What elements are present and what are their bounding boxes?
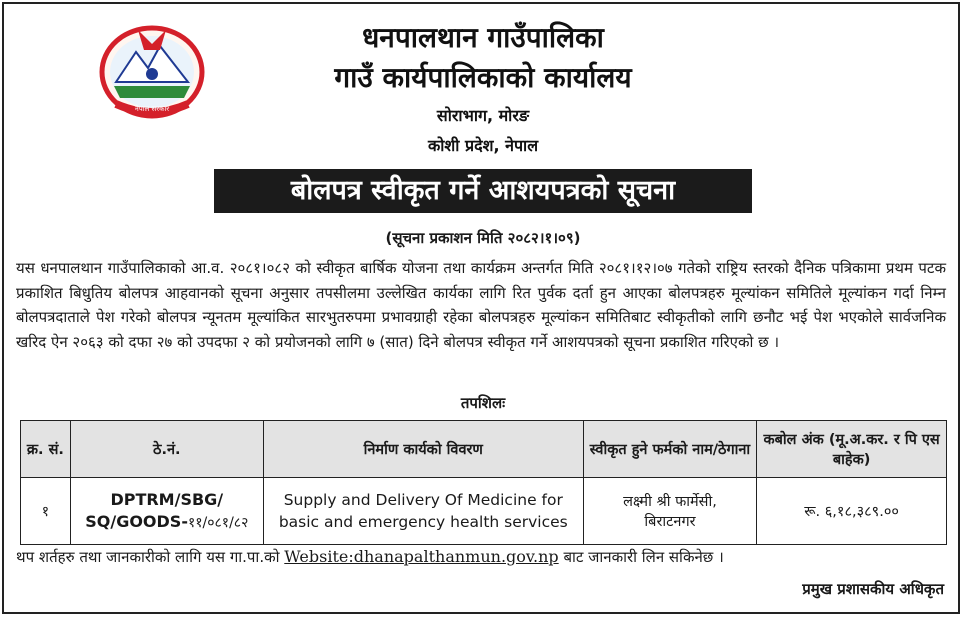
table-row: [21, 478, 947, 545]
notice-title: बोलपत्र स्वीकृत गर्ने आशयपत्रको सूचना: [214, 169, 752, 213]
header-work: निर्माण कार्यको विवरण: [263, 421, 583, 478]
website-link[interactable]: Website:dhanapalthanmun.gov.np: [284, 547, 559, 566]
tender-suffix: ११/०८१/८२: [187, 514, 249, 531]
tender-line-1: DPTRM/SBG/: [110, 489, 224, 509]
firm-name: लक्ष्मी श्री फार्मेसी,: [623, 494, 717, 510]
emblem-ribbon-text: नेपाल सरकार: [134, 105, 170, 113]
footer-text-before: थप शर्तहरु तथा जानकारीको लागि यस गा.पा.को: [16, 548, 280, 566]
header-bid: कबोल अंक (मू.अ.कर. र पि एस बाहेक): [757, 421, 947, 478]
province-country: कोशी प्रदेश, नेपाल: [427, 136, 539, 155]
signatory-title: प्रमुख प्रशासकीय अधिकृत: [802, 580, 944, 598]
cell-tender-no: [70, 478, 263, 545]
office-name: गाउँ कार्यपालिकाको कार्यालय: [334, 61, 632, 94]
cell-bid: रू. ६,१८,३८९.००: [757, 478, 947, 545]
footer-info: [16, 547, 956, 567]
notice-body: यस धनपालथान गाउँपालिकाको आ.व. २०८१।०८२ को स्वीकृत बार्षिक योजना तथा कार्यक्रम अन्तर्गत मिति २०८१।१२।०७ गतेको राष्ट्रिय स्तरको दैनिक पत्रिकामा प्रथम पटक प्रकाशित बिधुतिय बोलपत्र आहवानको सूचना अनुसार तपसीलमा उल्लेखित कार्यका लागि रित पुर्वक दर्ता हुन आएका बोलपत्रहरु मूल्यांकन समितिले मूल्यांकन गर्दा निम्न बोलपत्रदाताले पेश गरेको बोलपत्र न्यूनतम मूल्यांकित सारभुतरुपमा प्रभावग्राही रहेका बोलपत्रहरु मूल्यांकन समितिबाट स्वीकृतीको लागि छनौट भई पेश भएकोले सार्वजनिक खरिद ऐन २०६३ को दफा २७ को उपदफा २ को प्रयोजनको लागि ७ (सात) दिने बोलपत्र स्वीकृत गर्ने आशयपत्रको सूचना प्रकाशित गरिएको छ ।: [16, 259, 946, 351]
cell-sn: १: [21, 478, 71, 545]
tender-line-2: SQ/GOODS-: [85, 511, 188, 531]
firm-address: बिराटनगर: [644, 514, 696, 530]
office-location: सोराभाग, मोरङ: [436, 106, 530, 125]
cell-firm: [583, 478, 756, 545]
header-firm: स्वीकृत हुने फर्मको नाम/ठेगाना: [583, 421, 756, 478]
municipality-name: धनपालथान गाउँपालिका: [362, 21, 604, 54]
footer-text-after: बाट जानकारी लिन सकिनेछ ।: [563, 548, 724, 566]
header-sn: क्र. सं.: [21, 421, 71, 478]
details-label: तपशिलः: [460, 394, 506, 412]
header-tender-no: ठे.नं.: [70, 421, 263, 478]
cell-work: Supply and Delivery Of Medicine for basic and emergency health services: [263, 478, 583, 545]
publish-date: (सूचना प्रकाशन मिति २०८२।१।०९): [385, 229, 581, 247]
table-header-row: [21, 421, 947, 478]
award-table: [20, 420, 947, 545]
